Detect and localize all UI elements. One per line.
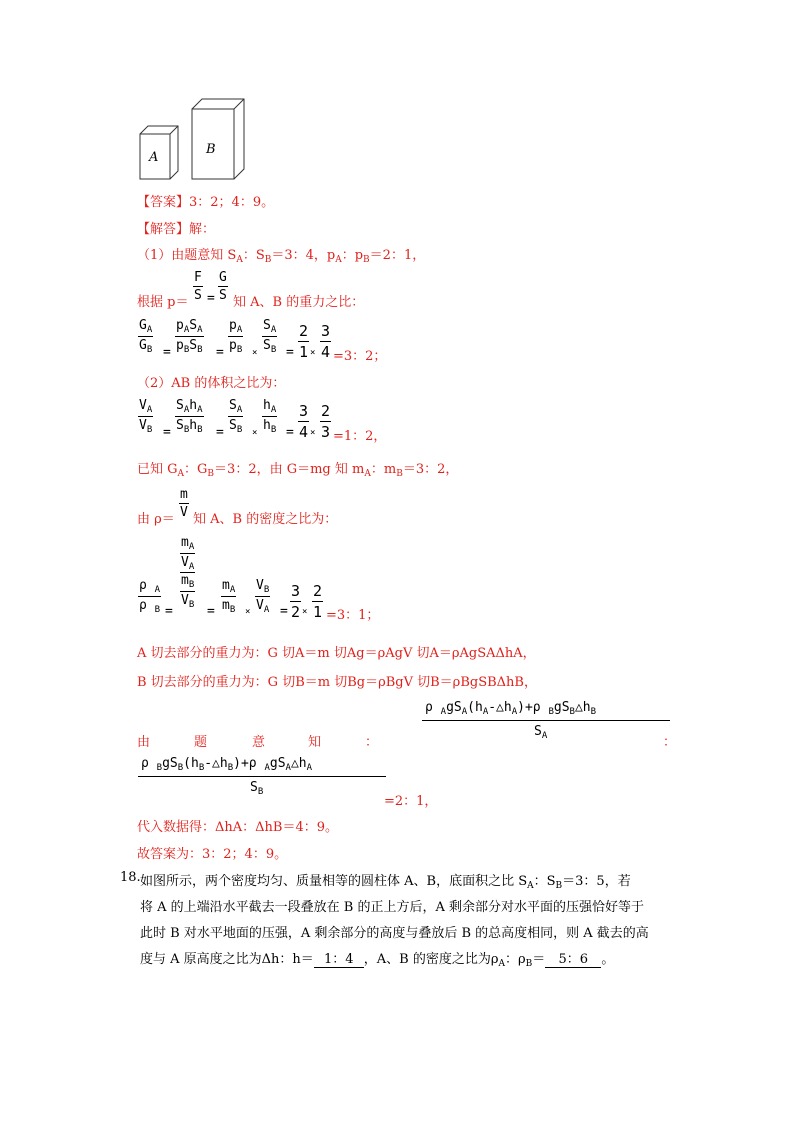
substitute-line: 代入数据得：ΔhA：ΔhB＝4：9。 bbox=[137, 820, 339, 835]
fraction-saha-sbhb: $S_Ah_A$ $S_Bh_B$ bbox=[176, 398, 203, 435]
gravity-result: =3：2； bbox=[333, 349, 387, 364]
answer-value: 3：2；4：9。 bbox=[189, 195, 275, 210]
fraction-pasa-pbsb: $p_AS_A$ $p_BS_B$ bbox=[176, 318, 203, 355]
fraction-g-over-s: G S bbox=[219, 270, 227, 303]
fraction-2-1-b: 2 1 bbox=[313, 582, 323, 621]
cond-colon: ： bbox=[663, 735, 677, 750]
final-answer-line: 故答案为：3：2；4：9。 bbox=[137, 847, 288, 862]
density-lead: 由 ρ＝ bbox=[137, 512, 175, 527]
fraction-m-v: m V bbox=[180, 487, 188, 520]
answer-line bbox=[137, 191, 274, 210]
question-18-line1: 如图所示，两个密度均匀、质量相等的圆柱体 A、B，底面积之比 $S_A$：$S_B=3$：5，若 bbox=[140, 874, 631, 891]
density-tail: 知 A、B 的密度之比为： bbox=[193, 512, 338, 527]
fraction-complex-density: $m_A$ $V_A$ $m_B$ $V_B$ bbox=[181, 535, 195, 610]
solution-lead: 解： bbox=[189, 222, 216, 237]
blank-1: 1：4 bbox=[314, 948, 364, 968]
question-18-line3: 此时 B 对水平地面的压强，A 剩余部分的高度与叠放后 B 的总高度相同，则 A 截去的高 bbox=[140, 926, 649, 941]
fraction-f-over-s: F S bbox=[194, 270, 202, 303]
box-a-label: A bbox=[149, 150, 159, 165]
known-line: 已知 $G_A$：$G_B=3$：2，由 G＝mg 知 $m_A$：$m_B=3$：2， bbox=[137, 462, 459, 479]
fraction-ha-hb: $h_A$ $h_B$ bbox=[263, 398, 277, 435]
solution-tag: 【解答】 bbox=[137, 222, 190, 237]
fraction-2-3: 2 3 bbox=[321, 402, 331, 441]
pressure-lead: 根据 p＝ bbox=[137, 295, 189, 310]
question-18-line2: 将 A 的上端沿水平截去一段叠放在 B 的正上方后，A 剩余部分对水平面的压强恰好等于 bbox=[140, 900, 644, 915]
step1-line: （1）由题意知 $S_A$：$S_B=3$：4，$p_A$：$p_B=2$：1， bbox=[137, 248, 426, 265]
cond-numerator-a: ρ $_AgS_A(h_A-\triangle h_A)+\rho$ $_BgS_B\triangle h_B$ bbox=[425, 700, 597, 717]
cut-b-line: B 切去部分的重力为：G 切B＝m 切Bg＝ρBgV 切B＝ρBgSBΔhB， bbox=[137, 675, 537, 690]
volume-result: =1：2， bbox=[333, 429, 387, 444]
fraction-ma-mb: $m_A$ $m_B$ bbox=[222, 578, 236, 615]
fraction-3-4-b: 3 4 bbox=[299, 402, 309, 441]
answer-tag: 【答案】 bbox=[137, 195, 190, 210]
boxes-figure bbox=[138, 96, 248, 186]
pressure-tail: 知 A、B 的重力之比： bbox=[233, 295, 365, 310]
fraction-vb-va: $V_B$ $V_A$ bbox=[256, 578, 270, 615]
fraction-sa-sb: $S_A$ $S_B$ bbox=[263, 318, 277, 355]
fraction-rhoa-rhob: ρ $_A$ ρ $_B$ bbox=[139, 578, 161, 615]
cond-result: =2：1， bbox=[384, 794, 438, 809]
step2-line: （2）AB 的体积之比为： bbox=[137, 376, 286, 391]
fraction-2-1: 2 1 bbox=[299, 322, 309, 361]
blank-2: 5：6 bbox=[545, 948, 601, 968]
cut-a-line: A 切去部分的重力为：G 切A＝m 切Ag＝ρAgV 切A＝ρAgSAΔhA， bbox=[137, 646, 536, 661]
question-18-line4: 度与 A 原高度之比为Δh：h＝ 1：4 ，A、B 的密度之比为$\rho_A$：$\rho_B= 5$：6 。 bbox=[140, 948, 614, 969]
fraction-sa-sb-2: $S_A$ $S_B$ bbox=[229, 398, 243, 435]
fraction-ga-gb: $G_A$ $G_B$ bbox=[139, 318, 153, 355]
fraction-va-vb: $V_A$ $V_B$ bbox=[139, 398, 153, 435]
solution-line bbox=[137, 218, 215, 237]
density-result: =3：1； bbox=[326, 608, 380, 623]
box-b-label: B bbox=[206, 142, 216, 157]
fraction-pa-pb: $p_A$ $p_B$ bbox=[229, 318, 243, 355]
fraction-3-2: 3 2 bbox=[291, 582, 301, 621]
cond-numerator-b: ρ $_BgS_B(h_B-\triangle h_B)+\rho$ $_AgS_A\triangle h_A$ bbox=[141, 756, 313, 773]
box-b bbox=[192, 99, 244, 179]
box-a bbox=[140, 126, 178, 179]
fraction-3-4: 3 4 bbox=[321, 322, 331, 361]
question-18-number: 18. bbox=[120, 870, 141, 885]
